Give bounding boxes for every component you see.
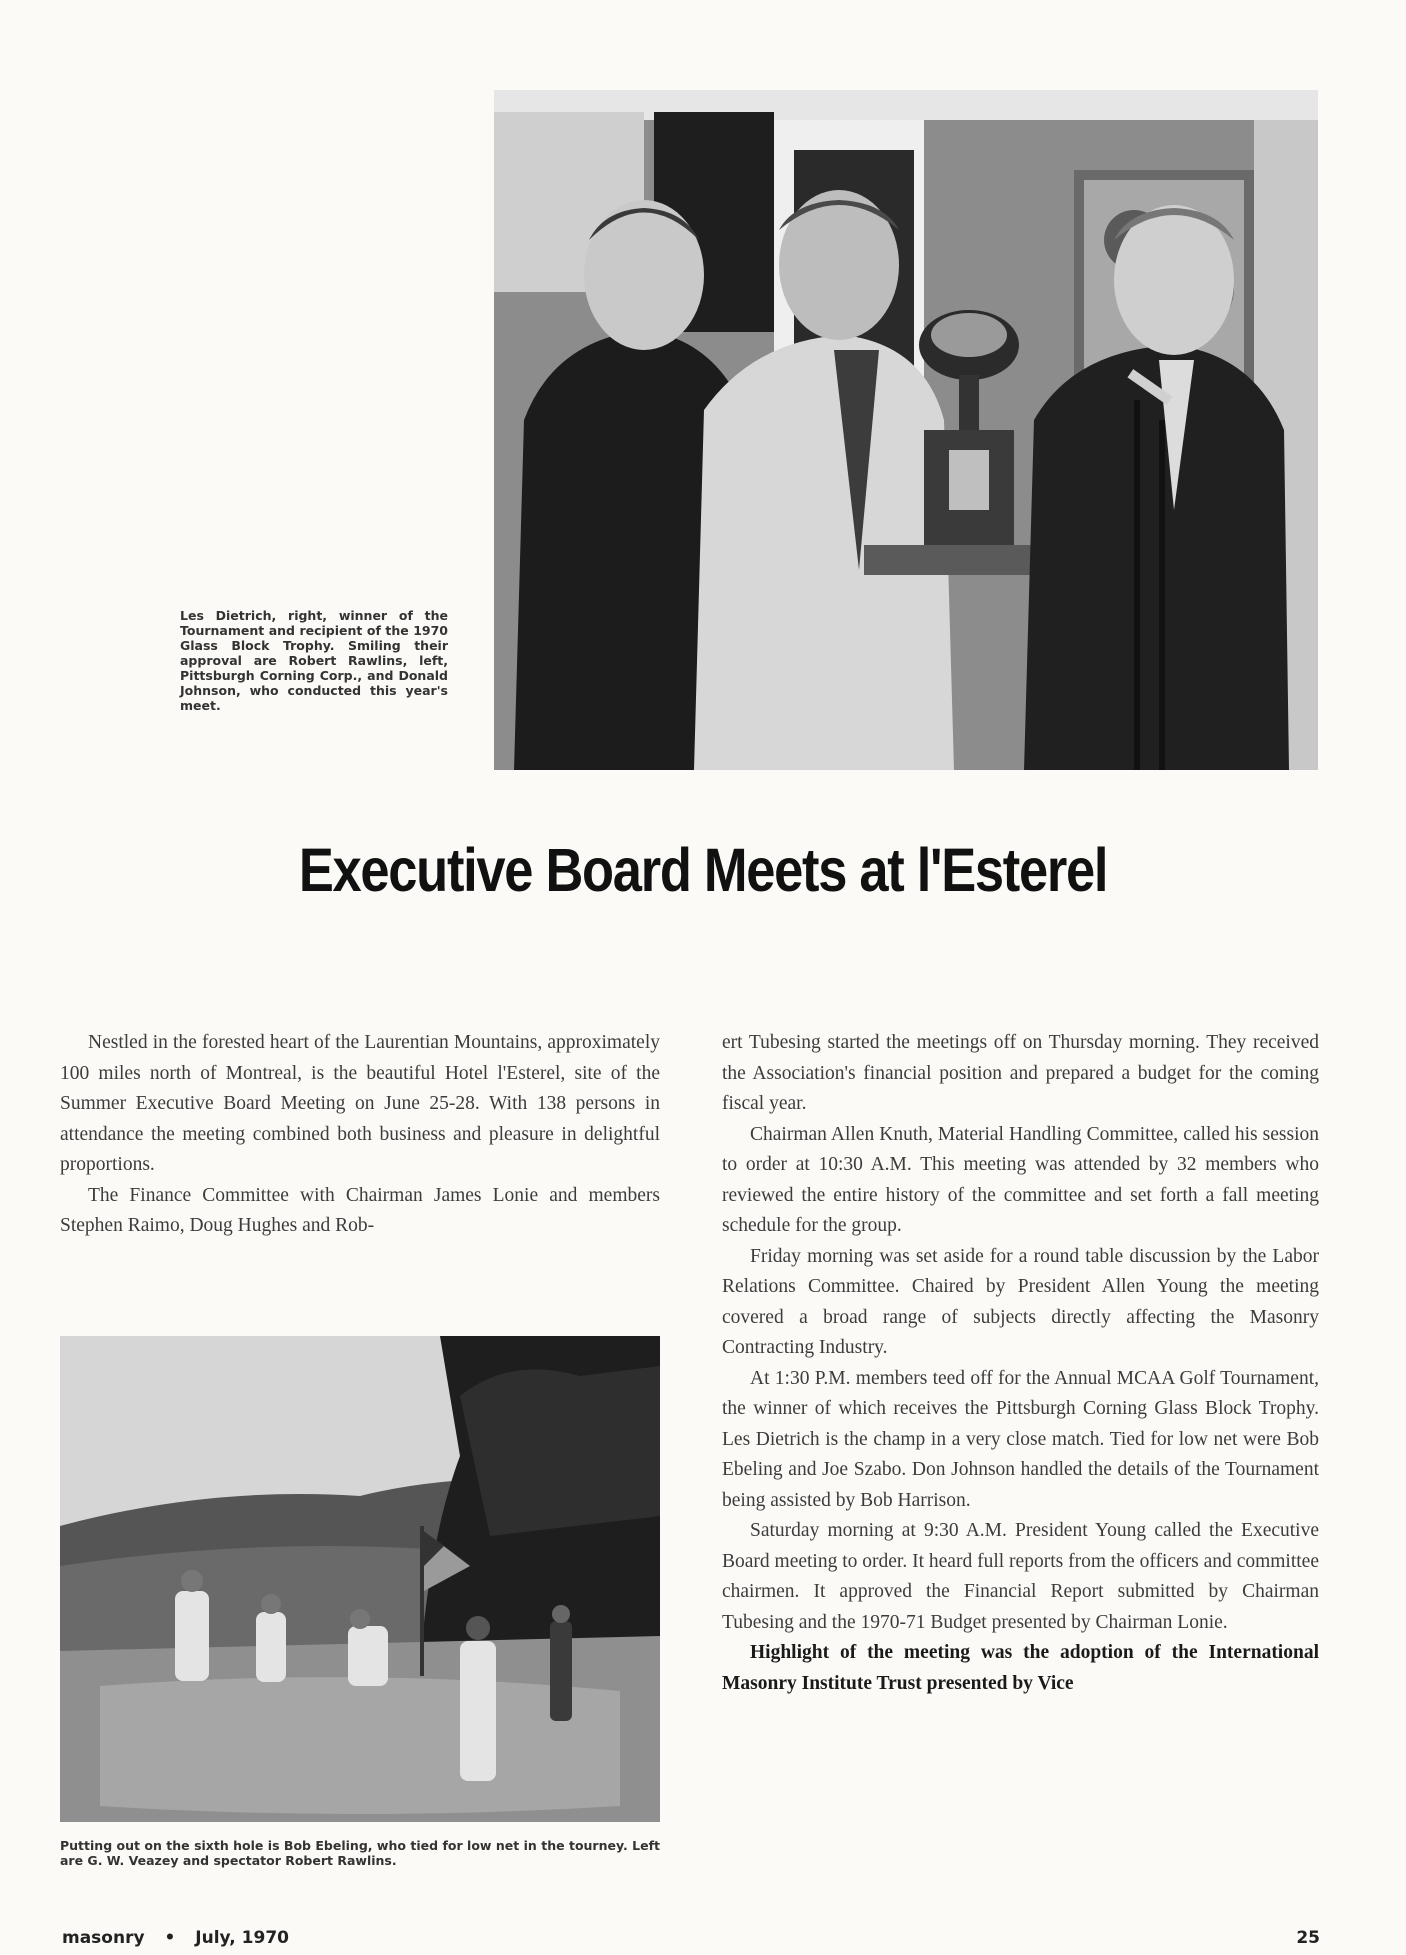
golf-photo-caption: Putting out on the sixth hole is Bob Ebeling, who tied for low net in the tourney. Left are G. W. Veazey and spectator Robert Rawlins. (60, 1838, 660, 1868)
paragraph: Friday morning was set aside for a round table discussion by the Labor Relations Committee. Chaired by President Allen Young the meeting covered a broad range of subjects directly affecting the Masonry Contracting Industry. (722, 1245, 1319, 1358)
footer-publication (62, 1928, 289, 1948)
right-column-text (722, 1028, 1319, 1699)
footer-separator: • (164, 1928, 176, 1948)
golf-putting-photo (60, 1336, 660, 1822)
trophy-photo-caption: Les Dietrich, right, winner of the Tournament and recipient of the 1970 Glass Block Trophy. Smiling their approval are Robert Rawlins, left, Pittsburgh Corning Corp., and Donald Johnson, who conducted this year's meet. (180, 608, 448, 713)
paragraph: At 1:30 P.M. members teed off for the Annual MCAA Golf Tournament, the winner of which receives the Pittsburgh Corning Glass Block Trophy. Les Dietrich is the champ in a very close match. Tied for low net were Bob Ebeling and Joe Szabo. Don Johnson handled the details of the Tournament being assisted by Bob Harrison. (722, 1367, 1319, 1511)
trophy-presentation-photo (494, 90, 1318, 770)
paragraph: Chairman Allen Knuth, Material Handling Committee, called his session to order at 10:30 A.M. This meeting was attended by 32 members who reviewed the entire history of the committee and set forth a fall meeting schedule for the group. (722, 1123, 1319, 1236)
publication-name: masonry (62, 1928, 145, 1948)
paragraph-highlight: Highlight of the meeting was the adoption of the International Masonry Institute Trust presented by Vice (722, 1642, 1319, 1694)
paragraph: Nestled in the forested heart of the Laurentian Mountains, approximately 100 miles north of Montreal, is the beautiful Hotel l'Esterel, site of the Summer Executive Board Meeting on June 25-28. With 138 persons in attendance the meeting combined both business and pleasure in delightful proportions. (60, 1032, 660, 1175)
paragraph: Saturday morning at 9:30 A.M. President Young called the Executive Board meeting to order. It heard full reports from the officers and committee chairmen. It approved the Financial Report submitted by Chairman Tubesing and the 1970-71 Budget presented by Chairman Lonie. (722, 1520, 1319, 1633)
page-number: 25 (1296, 1928, 1320, 1948)
article-headline: Executive Board Meets at l'Esterel (298, 836, 1108, 904)
left-column-text (60, 1028, 660, 1242)
issue-date: July, 1970 (195, 1928, 289, 1948)
paragraph: The Finance Committee with Chairman James Lonie and members Stephen Raimo, Doug Hughes and Rob- (60, 1184, 660, 1236)
paragraph: ert Tubesing started the meetings off on Thursday morning. They received the Association's financial position and prepared a budget for the coming fiscal year. (722, 1032, 1319, 1114)
